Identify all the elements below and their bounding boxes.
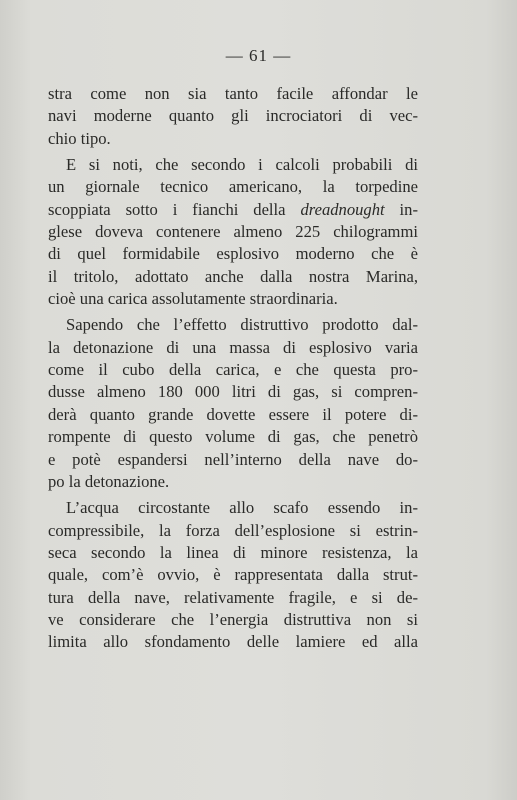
text-line: glese doveva contenere almeno 225 chilogrammi	[48, 222, 418, 242]
text-line: cioè una carica assolutamente straordinaria.	[48, 289, 338, 309]
text-line: rompente di questo volume di gas, che penetrò	[48, 427, 418, 447]
text-line: L’acqua circostante allo scafo essendo in-	[66, 498, 418, 518]
text-line: ve considerare che l’energia distruttiva non si	[48, 609, 418, 629]
body-text	[48, 83, 418, 654]
text-line: Sapendo che l’effetto distruttivo prodotto dal-	[66, 315, 418, 335]
text-line: compressibile, la forza dell’esplosione si estrin-	[48, 520, 418, 540]
text-line: po la detonazione.	[48, 471, 170, 491]
text-line: chio tipo.	[48, 128, 111, 148]
text-line: derà quanto grande dovette essere il potere di-	[48, 404, 418, 424]
text-line: E si noti, che secondo i calcoli probabili di	[66, 155, 418, 175]
text-line: e potè espandersi nell’interno della nave do-	[48, 449, 418, 469]
text-line: tura della nave, relativamente fragile, e si de-	[48, 587, 418, 607]
text-line: quale, com’è ovvio, è rappresentata dalla strut-	[48, 565, 418, 585]
paragraph-4	[48, 497, 418, 653]
text-line: il tritolo, adottato anche dalla nostra Marina,	[48, 266, 418, 286]
text-line: un giornale tecnico americano, la torpedine	[48, 177, 418, 197]
text-line: stra come non sia tanto facile affondar le	[48, 84, 418, 103]
paragraph-1	[48, 83, 418, 150]
text-line: la detonazione di una massa di esplosivo varia	[48, 337, 418, 357]
paragraph-2	[48, 154, 418, 310]
paragraph-3	[48, 314, 418, 493]
text-line: di quel formidabile esplosivo moderno che è	[48, 244, 418, 264]
text-line: seca secondo la linea di minore resistenza, la	[48, 542, 418, 562]
text-line: dusse almeno 180 000 litri di gas, si compren-	[48, 382, 418, 402]
text-line: limita allo sfondamento delle lamiere ed alla	[48, 632, 418, 652]
text-line: come il cubo della carica, e che questa pro-	[48, 360, 418, 380]
text-line: navi moderne quanto gli incrociatori di vec-	[48, 106, 418, 126]
page-number: — 61 —	[225, 46, 292, 65]
italic-term: dreadnought	[300, 199, 385, 219]
text-line-with-italic: scoppiata sotto i fianchi della dreadnought in-	[48, 199, 418, 219]
